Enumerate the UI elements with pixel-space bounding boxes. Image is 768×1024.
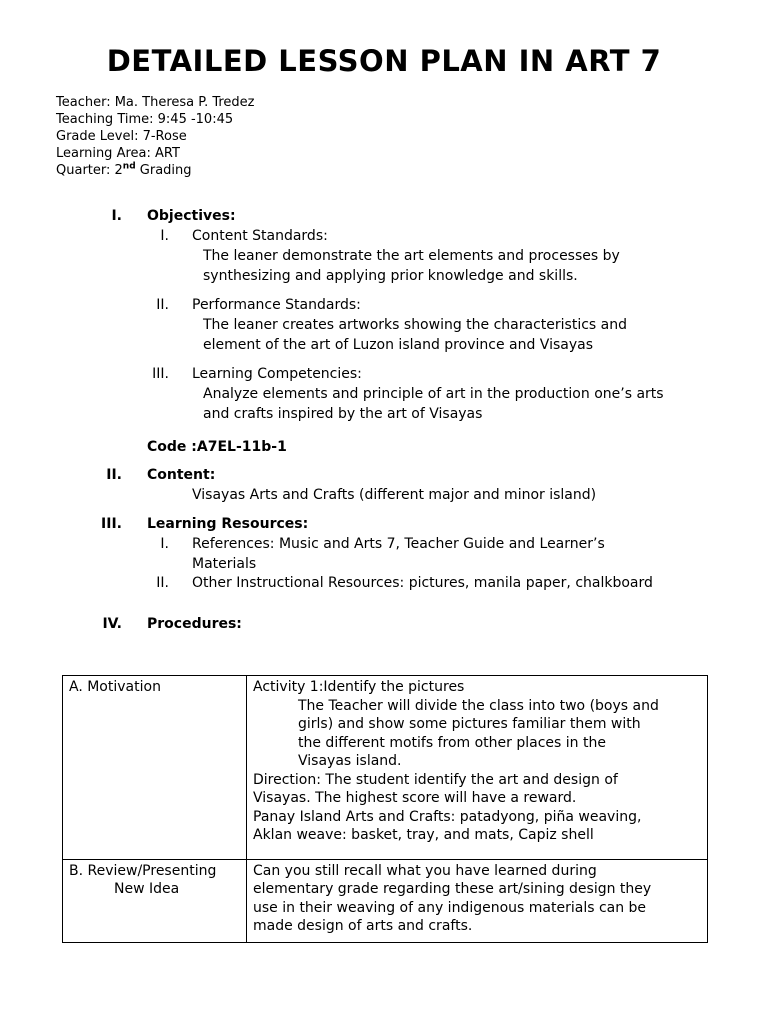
section-number-content: II. — [106, 467, 122, 483]
motivation-text-5: Visayas island. — [298, 753, 402, 769]
subsection-number-content-standards: I. — [160, 228, 169, 244]
resource-references-text-2: Materials — [192, 556, 257, 572]
section-number-procedures: IV. — [102, 616, 122, 632]
quarter-line: Quarter: 2nd Grading — [56, 161, 192, 178]
content-standards-text-1: The leaner demonstrate the art elements and processes by — [203, 248, 620, 264]
motivation-text-7: Visayas. The highest score will have a reward. — [253, 790, 577, 806]
table-cell-content — [247, 859, 708, 942]
document-title: DETAILED LESSON PLAN IN ART 7 — [106, 44, 662, 78]
resource-number-other: II. — [156, 575, 169, 591]
table-row — [63, 676, 708, 860]
motivation-text-3: girls) and show some pictures familiar them with — [298, 716, 641, 732]
motivation-text-1: Activity 1:Identify the pictures — [253, 679, 465, 695]
review-text-2: elementary grade regarding these art/sining design they — [253, 881, 652, 897]
subsection-number-performance-standards: II. — [156, 297, 169, 313]
procedures-table — [62, 675, 708, 943]
table-row — [63, 859, 708, 942]
learning-competencies-text-2: and crafts inspired by the art of Visayas — [203, 406, 483, 422]
motivation-label: A. Motivation — [69, 679, 161, 695]
subsection-heading-performance-standards: Performance Standards: — [192, 297, 361, 313]
subsection-heading-learning-competencies: Learning Competencies: — [192, 366, 362, 382]
review-text-4: made design of arts and crafts. — [253, 918, 473, 934]
motivation-text-2: The Teacher will divide the class into two (boys and — [298, 697, 659, 714]
section-heading-objectives: Objectives: — [147, 208, 236, 224]
learning-competencies-text-1: Analyze elements and principle of art in the production one’s arts — [203, 386, 664, 402]
lesson-header — [56, 94, 255, 179]
section-number-objectives: I. — [111, 208, 122, 224]
subsection-number-learning-competencies: III. — [152, 366, 169, 382]
resource-references-text-1: References: Music and Arts 7, Teacher Guide and Learner’s — [192, 536, 605, 552]
performance-standards-text-1: The leaner creates artworks showing the characteristics and — [203, 317, 627, 333]
motivation-text-4: the different motifs from other places in the — [298, 734, 606, 751]
section-number-learning-resources: III. — [101, 516, 122, 532]
motivation-text-9: Aklan weave: basket, tray, and mats, Capiz shell — [253, 827, 594, 843]
review-label-1: B. Review/Presenting — [69, 862, 217, 879]
review-label-2: New Idea — [114, 881, 180, 897]
grade-level-line: Grade Level: 7-Rose — [56, 129, 187, 144]
motivation-text-6: Direction: The student identify the art and design of — [253, 771, 618, 788]
table-cell-content — [247, 676, 708, 860]
teaching-time-line: Teaching Time: 9:45 -10:45 — [56, 112, 234, 127]
content-text: Visayas Arts and Crafts (different major and minor island) — [192, 487, 597, 503]
content-standards-text-2: synthesizing and applying prior knowledge and skills. — [203, 268, 578, 284]
review-text-1: Can you still recall what you have learned during — [253, 862, 597, 879]
review-text-3: use in their weaving of any indigenous materials can be — [253, 899, 647, 916]
subsection-heading-content-standards: Content Standards: — [192, 228, 328, 244]
teacher-line: Teacher: Ma. Theresa P. Tredez — [56, 95, 255, 110]
section-heading-learning-resources: Learning Resources: — [147, 516, 309, 532]
table-cell-label — [63, 859, 247, 942]
section-heading-content: Content: — [147, 467, 216, 483]
motivation-text-8: Panay Island Arts and Crafts: patadyong, piña weaving, — [253, 808, 642, 825]
resource-other-text: Other Instructional Resources: pictures, manila paper, chalkboard — [192, 575, 653, 591]
performance-standards-text-2: element of the art of Luzon island province and Visayas — [203, 337, 593, 353]
competency-code: Code :A7EL-11b-1 — [147, 439, 287, 455]
resource-number-references: I. — [160, 536, 169, 552]
section-heading-procedures: Procedures: — [147, 616, 242, 632]
table-cell-label — [63, 676, 247, 860]
learning-area-line: Learning Area: ART — [56, 146, 180, 161]
